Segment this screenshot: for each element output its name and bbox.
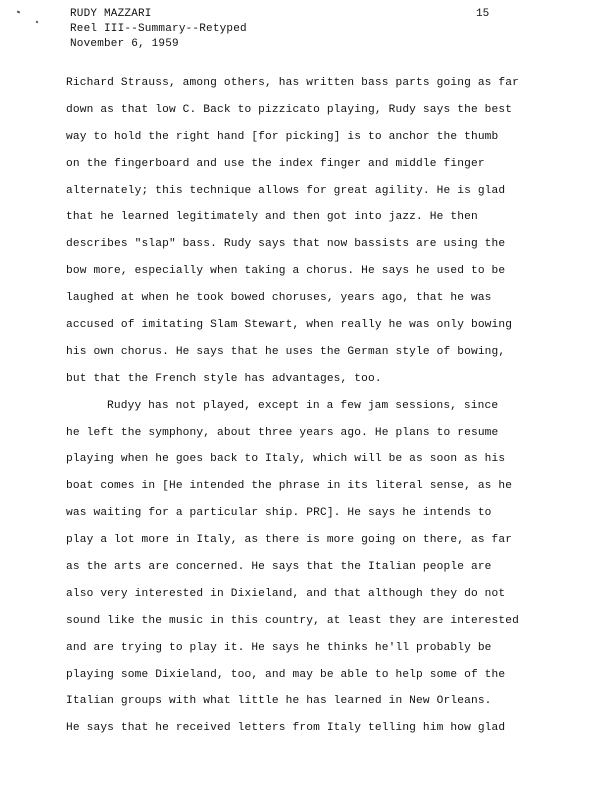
text-line: He says that he received letters from Italy telling him how glad xyxy=(66,722,506,735)
text-line: was waiting for a particular ship. PRC]. He says he intends to xyxy=(66,507,492,520)
text-line: down as that low C. Back to pizzicato playing, Rudy says the best xyxy=(66,103,513,116)
text-line: on the fingerboard and use the index finger and middle finger xyxy=(66,157,485,170)
paragraph-start-line: Rudyy has not played, except in a few jam sessions, since xyxy=(107,399,499,412)
header-date: November 6, 1959 xyxy=(70,38,179,50)
text-line: boat comes in [He intended the phrase in its literal sense, as he xyxy=(66,480,513,493)
page-number: 15 xyxy=(476,8,490,20)
header-reel: Reel III--Summary--Retyped xyxy=(70,23,247,35)
text-line: laughed at when he took bowed choruses, years ago, that he was xyxy=(66,292,492,305)
text-line: that he learned legitimately and then got into jazz. He then xyxy=(66,211,478,224)
margin-mark xyxy=(17,10,21,13)
text-line: alternately; this technique allows for great agility. He is glad xyxy=(66,184,506,197)
document-header xyxy=(70,7,247,52)
text-line: Italian groups with what little he has learned in New Orleans. xyxy=(66,695,492,708)
text-line: playing some Dixieland, too, and may be able to help some of the xyxy=(66,668,506,681)
text-line: playing when he goes back to Italy, which will be as soon as his xyxy=(66,453,506,466)
text-line: as the arts are concerned. He says that the Italian people are xyxy=(66,561,492,574)
text-line: play a lot more in Italy, as there is more going on there, as far xyxy=(66,534,513,547)
text-line: bow more, especially when taking a chorus. He says he used to be xyxy=(66,265,506,278)
text-line: he left the symphony, about three years ago. He plans to resume xyxy=(66,426,499,439)
text-line: and are trying to play it. He says he thinks he'll probably be xyxy=(66,641,492,654)
transcript-body xyxy=(66,70,566,742)
text-line: accused of imitating Slam Stewart, when really he was only bowing xyxy=(66,319,513,332)
text-line: also very interested in Dixieland, and that although they do not xyxy=(66,587,506,600)
text-line: describes "slap" bass. Rudy says that now bassists are using the xyxy=(66,238,506,251)
header-name: RUDY MAZZARI xyxy=(70,8,152,20)
text-line: Richard Strauss, among others, has written bass parts going as far xyxy=(66,77,519,89)
text-line: his own chorus. He says that he uses the German style of bowing, xyxy=(66,345,506,358)
text-line: way to hold the right hand [for picking] is to anchor the thumb xyxy=(66,130,499,143)
text-line: but that the French style has advantages, too. xyxy=(66,372,382,385)
text-line: sound like the music in this country, at least they are interested xyxy=(66,614,519,627)
margin-mark xyxy=(36,21,39,24)
